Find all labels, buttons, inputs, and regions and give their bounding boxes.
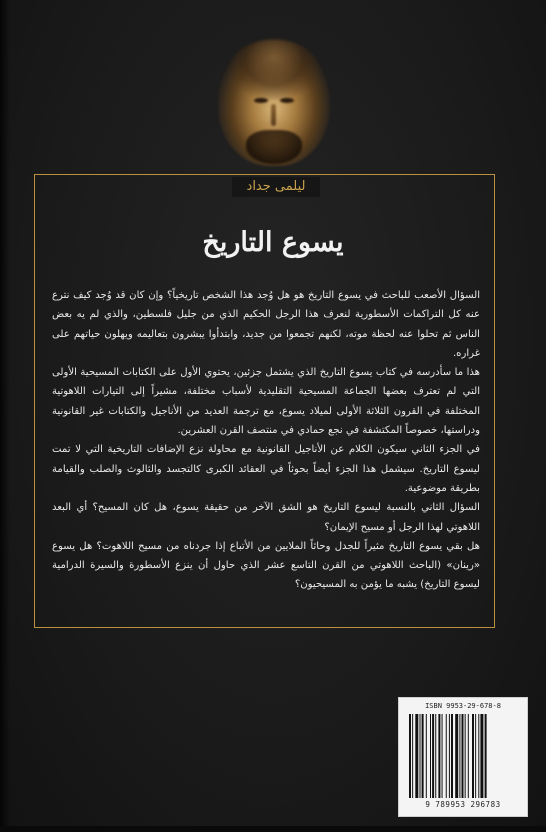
barcode-bars [409,714,517,798]
blurb-paragraph-4: السؤال الثاني بالنسبة ليسوع التاريخ هو الشق الآخر من حقيقة يسوع، هل كان المسيح؟ أي البعد اللاهوتي لهذا الرجل أو مسيح الإيمان؟ [52,502,480,533]
book-title: يسوع التاريخ [202,227,344,258]
barcode-stripe [459,714,460,798]
barcode-stripe [478,714,479,798]
barcode-stripe [412,714,413,798]
blurb-paragraph-2: هذا ما سأدرسه في كتاب يسوع التاريخ الذي يشتمل جزئين، يحتوي الأول على الكتابات المسيحية الأولى التي لم تعترف بعضها الجماعة المسيحية التقليدية لأسباب مختلفة، مشيراً إلى التيارات اللاهوتية المختلفة في القرون الثلاثة الأولى لميلاد يسوع، مع ترجمة العديد من الأناجيل والكتابات غير القانونية ودراستها، خصوصاً المكتشفة في نجع حمادي في منتصف القرن العشرين. [52,367,480,437]
barcode-stripe [415,714,418,798]
barcode-stripe [422,714,424,798]
barcode-stripe [465,714,466,798]
barcode-stripe [468,714,469,798]
bottom-edge [0,826,546,832]
barcode-stripe [462,714,464,798]
portrait-left-eye [254,98,268,103]
barcode-stripe [446,714,447,798]
blurb-paragraph-1: السؤال الأصعب للباحث في يسوع التاريخ هو هل وُجد هذا الشخص تاريخياً؟ وإن كان قد وُجد كيف نترع عنه كل التراكمات الأسطورية لنعرف هذا الرجل الحكيم الذي من جليل فلسطين، والذي لم يه بعض الناس ثم تحلوا عنه لحظة موته، لكنهم تجمعوا من جديد، وابتدأوا يبشرون بتعاليمه ويهلون حياتهم على غراره. [52,290,480,359]
spine-shadow [0,0,10,832]
barcode-stripe [420,714,421,798]
barcode-digits: 9 789953 296783 [425,800,501,809]
barcode-stripe [455,714,458,798]
barcode-stripe [435,714,436,798]
barcode-stripe [409,714,411,798]
jesus-portrait-image [218,38,330,166]
portrait-hair [228,40,320,100]
barcode-stripe [438,714,440,798]
barcode-stripe [472,714,474,798]
author-name: ليلمى جداد [232,177,320,197]
isbn-label: ISBN 9953-29-678-8 [425,702,501,710]
barcode-stripe [430,714,431,798]
portrait-right-eye [280,98,294,103]
blurb-paragraph-5: هل بقي يسوع التاريخ مثيراً للجدل وحاثاً الملايين من الأتباع إذا جردناه من مسيح اللاهوت؟ هل يسوع «رينان» (الباحث اللاهوتي من القرن التاسع عشر الذي حاول أن ينزع الأسطورة والسيرة الدرامية ليسوع التاريخ) يشبه ما يؤمن به المسيحيون؟ [52,540,480,591]
barcode-stripe [485,714,487,798]
portrait-nose [271,104,276,126]
blurb-paragraph-3: في الجزء الثاني سيكون الكلام عن الأناجيل القانونية مع محاولة نزع الإضافات التاريخية التي لا تمت ليسوع التاريخ. سيشمل هذا الجزء أيضاً بحوثاً في العقائد الكبرى كالتجسد والثالوث والصلب والقيامة بطريقة موضوعية. [52,444,480,494]
isbn-barcode [398,697,528,817]
barcode-stripe [451,714,453,798]
barcode-stripe [449,714,450,798]
barcode-stripe [475,714,476,798]
barcode-stripe [442,714,443,798]
barcode-stripe [480,714,483,798]
back-cover-blurb [52,286,480,595]
barcode-stripe [426,714,427,798]
barcode-stripe [432,714,434,798]
portrait-beard [246,130,302,164]
